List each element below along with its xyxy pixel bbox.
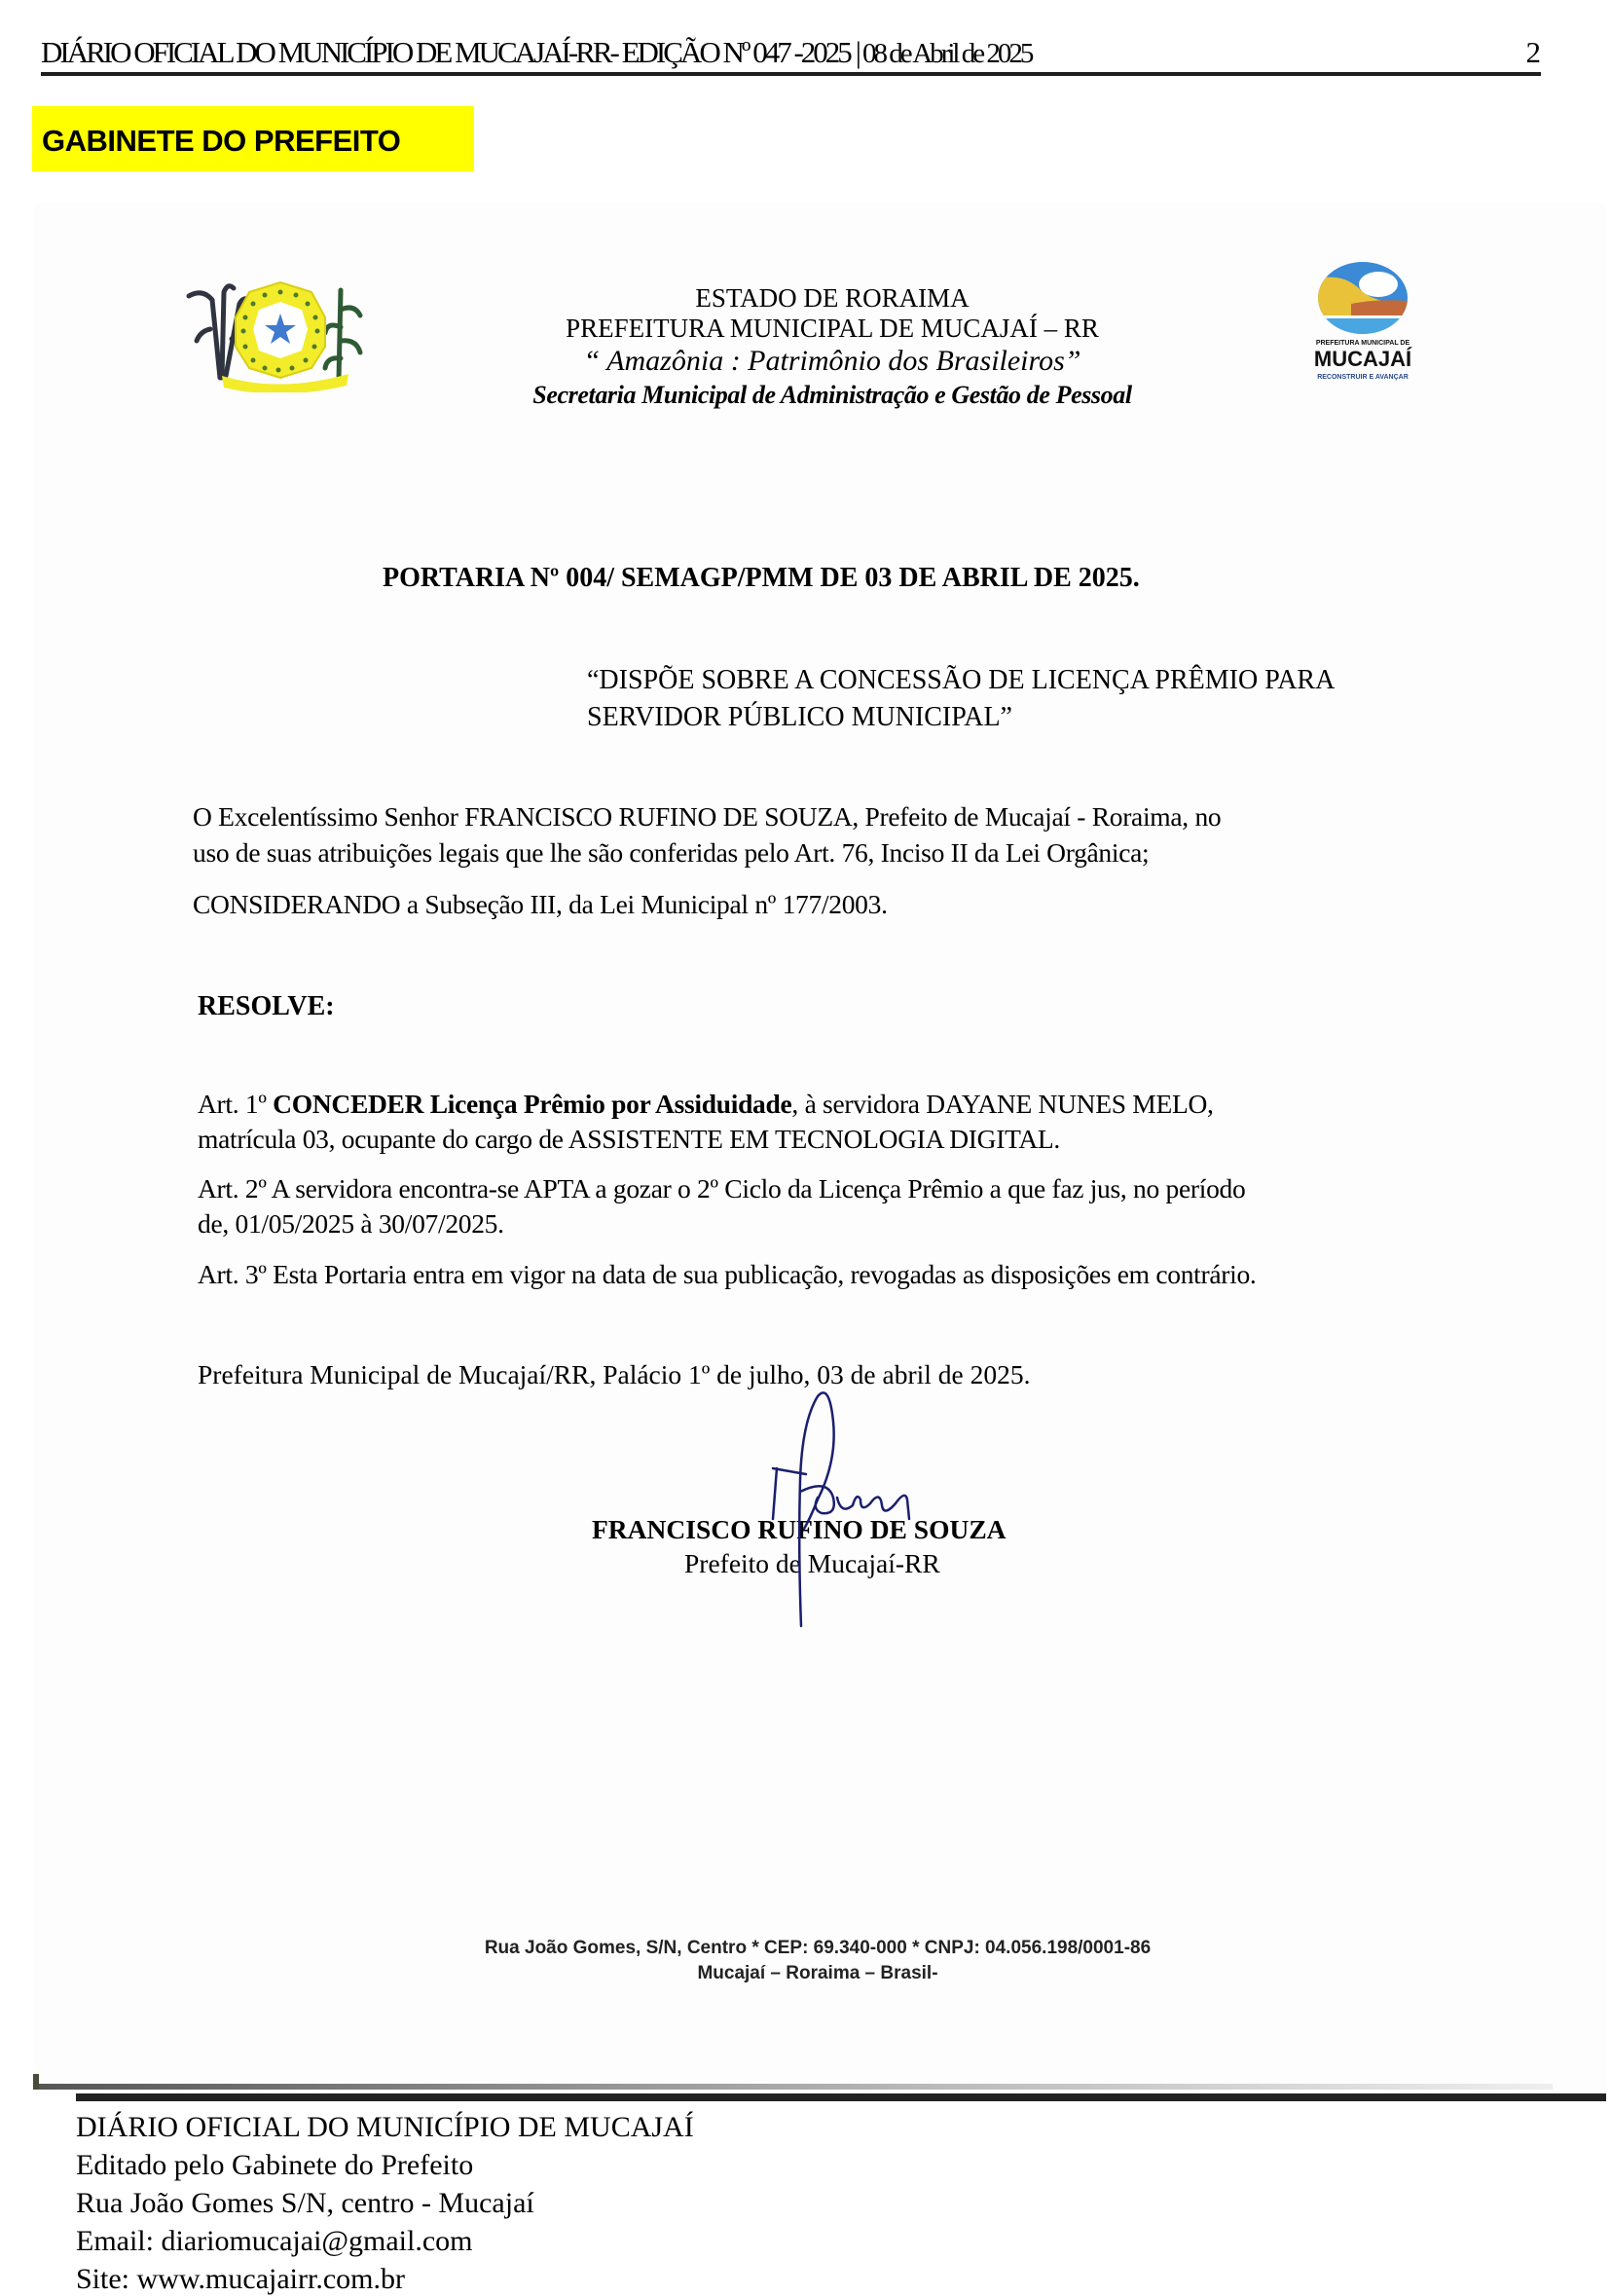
footer-line: Editado pelo Gabinete do Prefeito	[76, 2149, 474, 2181]
article-3: Art. 3º Esta Portaria entra em vigor na data de sua publicação, revogadas as disposições em contrário.	[198, 1259, 1257, 1289]
signatory-name: FRANCISCO RUFINO DE SOUZA	[592, 1514, 1007, 1544]
article-2-line2: de, 01/05/2025 à 30/07/2025.	[198, 1208, 504, 1239]
logo-name: MUCAJAÍ	[1313, 347, 1412, 371]
letterhead-motto: “ Amazônia : Patrimônio dos Brasileiros”	[583, 345, 1081, 377]
article-1-prefix: Art. 1º	[198, 1089, 274, 1119]
article-1-line2: matrícula 03, ocupante do cargo de ASSISTENTE EM TECNOLOGIA DIGITAL.	[198, 1124, 1060, 1154]
preamble-line: uso de suas atribuições legais que lhe são conferidas pelo Art. 76, Inciso II da Lei Orgânica;	[193, 837, 1150, 868]
document-title: PORTARIA Nº 004/ SEMAGP/PMM DE 03 DE ABRIL DE 2025.	[383, 563, 1140, 593]
letterhead-state: ESTADO DE RORAIMA	[695, 283, 970, 313]
footer-line: DIÁRIO OFICIAL DO MUNICÍPIO DE MUCAJAÍ	[76, 2111, 694, 2143]
header-separator: |	[855, 35, 859, 69]
footer-site: Site: www.mucajairr.com.br	[76, 2263, 405, 2295]
preamble-line: O Excelentíssimo Senhor FRANCISCO RUFINO DE SOUZA, Prefeito de Mucajaí - Roraima, no	[193, 801, 1222, 832]
corn-plant-icon	[325, 290, 360, 380]
coat-of-arms-logo	[183, 271, 378, 392]
gazette-title: DIÁRIO OFICIAL DO MUNICÍPIO DE MUCAJAÍ-RR- EDIÇÃO Nº 047 -2025	[41, 35, 850, 69]
dateline: Prefeitura Municipal de Mucajaí/RR, Palácio 1º de julho, 03 de abril de 2025.	[198, 1359, 1031, 1389]
letterhead-secretariat: Secretaria Municipal de Administração e Gestão de Pessoal	[532, 381, 1132, 409]
resolve-heading: RESOLVE:	[198, 991, 335, 1021]
scan-edge-corner	[33, 2074, 39, 2090]
handwritten-signature	[759, 1383, 964, 1636]
section-tag-label: GABINETE DO PREFEITO	[42, 124, 401, 158]
letterhead-location: Mucajaí – Roraima – Brasil-	[697, 1963, 938, 1983]
header-rule	[41, 72, 1541, 76]
letterhead-prefecture: PREFEITURA MUNICIPAL DE MUCAJAÍ – RR	[566, 314, 1099, 343]
footer-rule	[76, 2093, 1606, 2101]
ementa-line: SERVIDOR PÚBLICO MUNICIPAL”	[587, 702, 1012, 732]
logo-top-text: PREFEITURA MUNICIPAL DE	[1315, 340, 1410, 347]
ementa-line: “DISPÕE SOBRE A CONCESSÃO DE LICENÇA PRÊMIO PARA	[587, 665, 1336, 695]
article-1	[198, 1089, 1214, 1120]
section-tag	[32, 106, 474, 171]
considerando: CONSIDERANDO a Subseção III, da Lei Municipal nº 177/2003.	[193, 889, 888, 919]
logo-slogan: RECONSTRUIR E AVANÇAR	[1317, 374, 1409, 381]
mucajai-logo	[1283, 261, 1444, 383]
scan-edge-shadow	[34, 2084, 1553, 2090]
signatory-role: Prefeito de Mucajaí-RR	[684, 1548, 940, 1578]
gazette-header	[41, 35, 1462, 70]
letterhead-address: Rua João Gomes, S/N, Centro * CEP: 69.340-000 * CNPJ: 04.056.198/0001-86	[484, 1938, 1152, 1958]
article-1-rest: , à servidora DAYANE NUNES MELO,	[791, 1089, 1214, 1119]
article-2: Art. 2º A servidora encontra-se APTA a gozar o 2º Ciclo da Licença Prêmio a que faz jus, no período	[198, 1173, 1246, 1204]
footer-line: Rua João Gomes S/N, centro - Mucajaí	[76, 2187, 534, 2219]
footer-email: Email: diariomucajai@gmail.com	[76, 2225, 473, 2257]
article-1-bold: CONCEDER Licença Prêmio por Assiduidade	[273, 1089, 792, 1119]
page-number: 2	[1525, 35, 1541, 69]
edition-date: 08 de Abril de 2025	[862, 38, 1032, 69]
